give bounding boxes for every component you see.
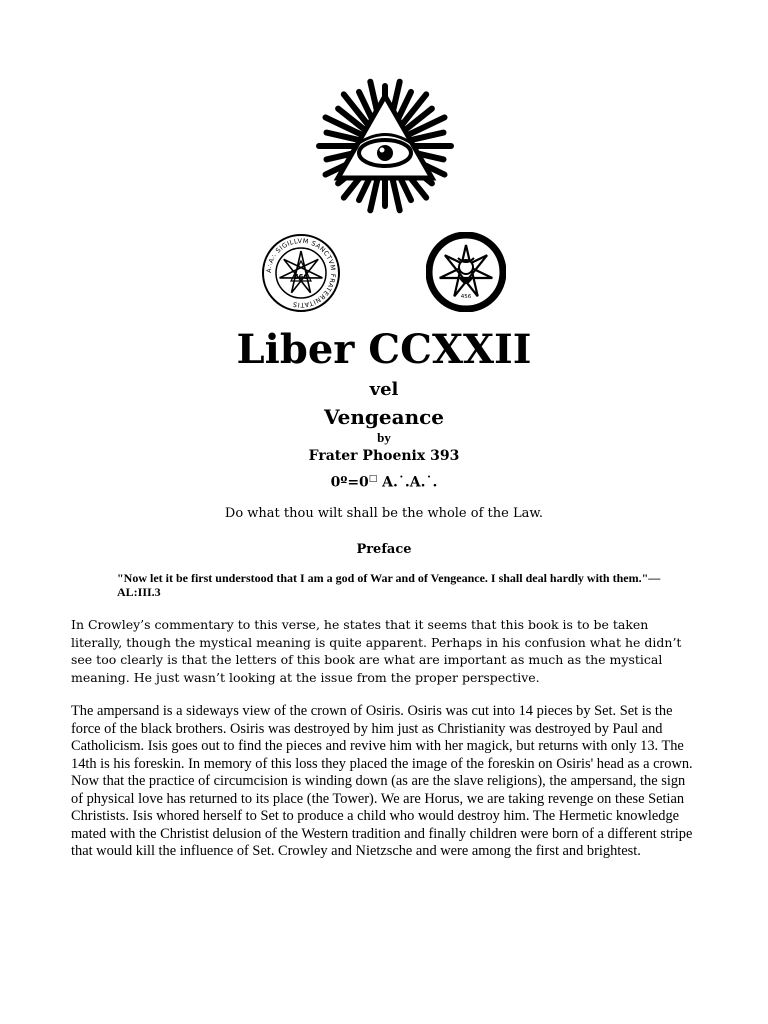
grade-box-glyph: □ xyxy=(368,474,378,484)
seal-ring-text: A∴A∴ SIGILLVM SANCTVM FRATERNITATIS xyxy=(264,236,338,310)
byline-label: by xyxy=(377,430,391,445)
epigraph-quote: "Now let it be first understood that I am a god of War and of Vengeance. I shall deal hardly with them."—AL:III.3 xyxy=(117,571,661,599)
document-subtitle: Vengeance xyxy=(323,405,445,429)
author-grade xyxy=(0,468,768,494)
seal-center-text: 666 xyxy=(293,273,309,281)
grade-number: 0º=0 xyxy=(330,474,369,491)
eye-highlight xyxy=(380,148,385,153)
eye-pupil xyxy=(377,145,393,161)
document-title: Liber CCXXII xyxy=(236,326,532,373)
title-connector: vel xyxy=(369,379,399,400)
preface-heading: Preface xyxy=(356,542,412,557)
astrum-argenteum-seal-icon xyxy=(261,233,341,313)
babalon-star-seal-icon xyxy=(426,232,506,312)
author-name: Frater Phoenix 393 xyxy=(308,448,460,464)
eye-in-triangle-icon xyxy=(310,76,460,214)
seal-center-text: 456 xyxy=(460,294,472,300)
body-paragraph: The ampersand is a sideways view of the crown of Osiris. Osiris was cut into 14 pieces by Set. Set is the force of the black brothers. Osiris was destroyed by him just as Christianity was destroyed by Paul and Catholicism. Isis goes out to find the pieces and revive him with her magick, but returns with only 13. The 14th is his foreskin. In memory of this loss they placed the image of the foreskin on Osiris' head as a crown. Now that the practice of circumcision is winding down (as are the slave religions), the ampersand, the sign of physical love has returned to its place (the Tower). We are Horus, we are taking revenge on these Setian Christists. Isis whored herself to Set to produce a child who would destroy him. The Hermetic knowledge mated with the Christist delusion of the Western tradition and finally children were born of a different stripe that would kill the influence of Set. Crowley and Nietzsche and were among the first and brightest. xyxy=(71,703,693,859)
law-statement: Do what thou wilt shall be the whole of the Law. xyxy=(224,506,544,521)
body-paragraph: In Crowley’s commentary to this verse, he states that it seems that this book is to be taken literally, though the mystical meaning is quite apparent. Perhaps in his confusion what he didn’t see too clearly is that the letters of this book are what are important as much as the mystical meaning. He just wasn’t looking at the issue from the proper perspective. xyxy=(71,617,682,685)
grade-order: A.˙.A.˙. xyxy=(377,474,438,491)
